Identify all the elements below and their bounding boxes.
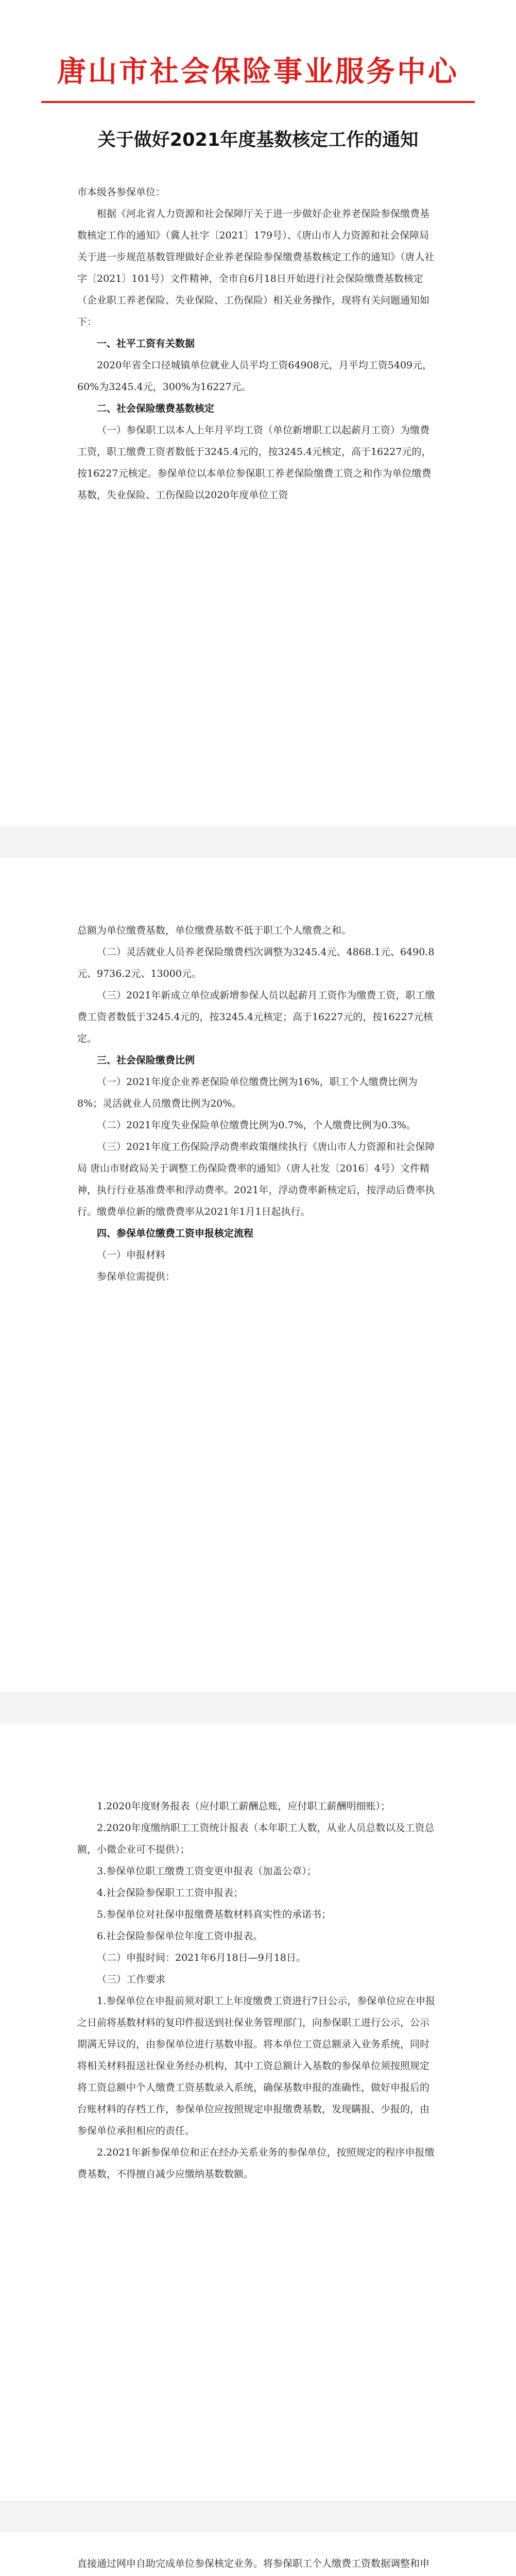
page-4-body	[77, 2553, 438, 2576]
page-gap	[0, 2501, 516, 2533]
requirement-1: 1.参保单位在申报前须对职工上年度缴费工资进行7日公示，参保单位应在申报之日前将基数材料的复印件报送到社保业务管理部门，向参保职工进行公示，公示期满无异议的，由参保单位进行基数申报。将本单位工资总额录入业务系统，同时将相关材料报送社保业务经办机构，其中工资总额计入基数的参保单位须按照规定将工资总额中个人缴费工资基数录入系统，确保基数申报的准确性，做好申报后的台账材料的存档工作，参保单位应按照规定申报缴费基数，发现瞒报、少报的，由参保单位承担相应的责任。	[77, 1995, 436, 2137]
page-2	[0, 858, 516, 1692]
page-gap	[0, 827, 516, 859]
section-3-p3: （三）2021年度工伤保险浮动费率政策继续执行《唐山市人力资源和社会保障局 唐山市财政局关于调整工伤保险费率的通知》（唐人社发〔2016〕4号）文件精神，执行行业基准费率和浮动费率。2021年，浮动费率新核定后，按浮动后费率执行。缴费单位新的缴费费率从2021年1月1日起执行。	[77, 1141, 435, 1217]
page-gap	[0, 1692, 516, 1724]
material-item: 1.2020年度财务报表（应付职工薪酬总账，应付职工薪酬明细账）；	[97, 1801, 390, 1812]
material-item: 6.社会保险参保单位年度工资申报表。	[97, 1930, 263, 1942]
section-3-heading: 三、社会保险缴费比例	[97, 1055, 195, 1066]
page-1	[0, 0, 516, 827]
document-title: 关于做好2021年度基数核定工作的通知	[97, 130, 419, 150]
requirement-2: 2.2021年新参保单位和正在经办关系业务的参保单位，按照规定的程序申报缴费基数，不得擅自减少应缴纳基数数额。	[77, 2147, 435, 2180]
page-3-body	[77, 1795, 438, 2185]
section-2-heading: 二、社会保险缴费基数核定	[97, 403, 215, 414]
header-red-rule	[41, 101, 475, 103]
section-4-sub1-intro: 参保单位需提供：	[97, 1271, 176, 1282]
org-red-header: 唐山市社会保险事业服务中心	[57, 55, 459, 89]
section-1-heading: 一、社平工资有关数据	[97, 338, 195, 349]
page-1-body	[77, 181, 438, 506]
section-4-sub3: （三）工作要求	[97, 1974, 166, 1985]
page-2-body	[77, 920, 438, 1287]
section-2-p1-cont: 总额为单位缴费基数，单位缴费基数不低于职工个人缴费之和。	[77, 925, 352, 936]
material-item: 2.2020年度缴纳职工工资统计报表（本年职工人数，从业人员总数以及工资总额，小微企业可不提供）；	[77, 1822, 435, 1855]
section-4-sub2: （二）申报时间：2021年6月18日—9月18日。	[97, 1952, 306, 1963]
section-2-p3: （三）2021年新成立单位或新增参保人员以起薪月工资作为缴费工资，职工缴费工资者数低于3245.4元的，按3245.4元核定；高于16227元的，按16227元核定。	[77, 990, 435, 1044]
intro-paragraph: 根据《河北省人力资源和社会保障厅关于进一步做好企业养老保险参保缴费基数核定工作的通知》（冀人社字〔2021〕179号）、《唐山市人力资源和社会保障局关于进一步规范基数管理做好企业养老保险参保缴费基数核定工作的通知》（唐人社字〔2021〕101号）文件精神，全市自6月18日开始进行社会保险缴费基数核定（企业职工养老保险、失业保险、工伤保险）相关业务操作，现将有关问题通知如下：	[77, 208, 435, 328]
section-1-p1: 2020年省全口径城镇单位就业人员平均工资64908元，月平均工资5409元，60%为3245.4元，300%为16227元。	[77, 360, 433, 393]
page-3	[0, 1723, 516, 2501]
addressee: 市本级各参保单位：	[77, 187, 166, 198]
material-item: 5.参保单位对社保申报缴费基数材料真实性的承诺书；	[97, 1909, 332, 1920]
section-2-p2: （二）灵活就业人员养老保险缴费档次调整为3245.4元、4868.1元、6490.8元、9736.2元、13000元。	[77, 946, 435, 979]
material-item: 3.参保单位职工缴费工资变更申报表（加盖公章）；	[97, 1866, 317, 1877]
section-4-heading: 四、参保单位缴费工资申报核定流程	[97, 1228, 254, 1239]
section-2-p1: （一）参保职工以本人上年月平均工资（单位新增职工以起薪月工资）为缴费工资，职工缴费工资者数低于3245.4元的，按3245.4元核定，高于16227元的，按16227元核定。参保单位以本单位参保职工养老保险缴费工资之和作为单位缴费基数，失业保险、工伤保险以2020年度单位工资	[77, 425, 432, 501]
page-4	[0, 2532, 516, 2576]
section-4-sub1: （一）申报材料	[97, 1249, 166, 1261]
requirement-2-cont: 直接通过网申自助完成单位参保核定业务。将参保职工个人缴费工资数据调整和申	[77, 2558, 430, 2569]
material-item: 4.社会保险参保职工工资申报表；	[97, 1887, 244, 1899]
section-3-p1: （一）2021年度企业养老保险单位缴费比例为16%，职工个人缴费比例为8%；灵活就业人员缴费比例为20%。	[77, 1076, 418, 1109]
section-3-p2: （二）2021年度失业保险单位缴费比例为0.7%，个人缴费比例为0.3%。	[97, 1120, 416, 1131]
